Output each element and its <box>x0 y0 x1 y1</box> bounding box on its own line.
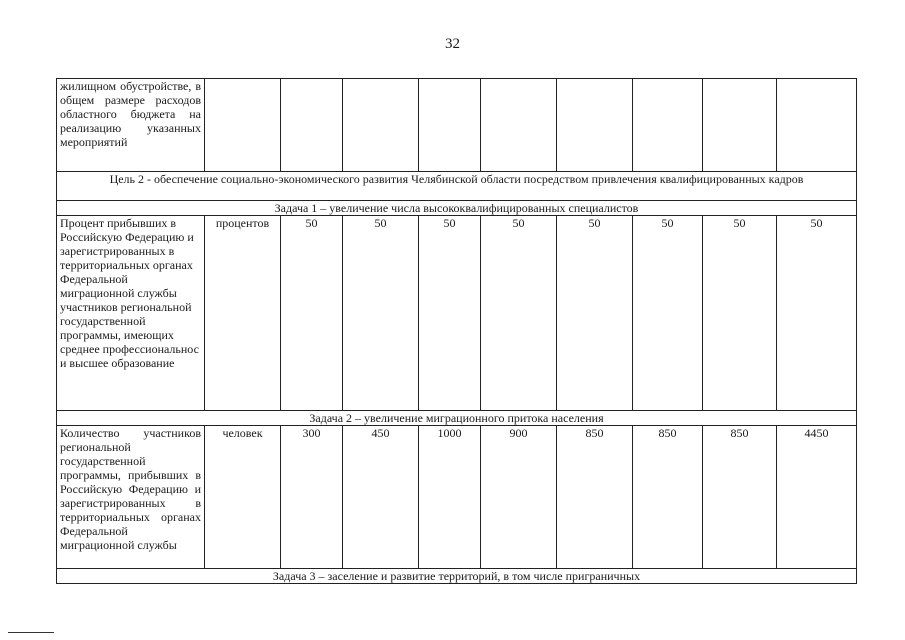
indicator-2-value: 1000 <box>419 426 481 569</box>
indicator-2-value: 4450 <box>777 426 857 569</box>
indicator-2-unit: человек <box>205 426 281 569</box>
goal-2-heading: Цель 2 - обеспечение социально-экономического развития Челябинской области посредством привлечения квалифицированных кадров <box>57 172 857 201</box>
indicator-1-value: 50 <box>633 216 703 411</box>
empty-cell <box>703 79 777 172</box>
indicator-1-value: 50 <box>703 216 777 411</box>
indicator-1-value: 50 <box>343 216 419 411</box>
indicator-1-value: 50 <box>777 216 857 411</box>
indicator-1-value: 50 <box>419 216 481 411</box>
indicator-1-value: 50 <box>281 216 343 411</box>
task-row <box>57 569 857 584</box>
task-2-heading: Задача 2 – увеличение миграционного притока населения <box>57 411 857 426</box>
continuation-cell: жилищном обустройстве, в общем размере расходов областного бюджета на реализацию указанных мероприятий <box>57 79 205 172</box>
indicator-1-value: 50 <box>481 216 557 411</box>
indicator-2-value: 850 <box>557 426 633 569</box>
table-row <box>57 216 857 411</box>
table-row <box>57 79 857 172</box>
empty-cell <box>281 79 343 172</box>
task-1-heading: Задача 1 – увеличение числа высококвалифицированных специалистов <box>57 201 857 216</box>
empty-cell <box>481 79 557 172</box>
page-number: 32 <box>445 36 460 52</box>
indicators-table <box>56 78 857 584</box>
indicator-2-name: Количество участников региональной государственной программы, прибывших в Российскую Федерацию и зарегистрированных в территориальных органах Федеральной миграционной службы <box>57 426 205 569</box>
empty-cell <box>343 79 419 172</box>
empty-cell <box>205 79 281 172</box>
empty-cell <box>633 79 703 172</box>
empty-cell <box>777 79 857 172</box>
indicator-2-value: 850 <box>703 426 777 569</box>
indicator-2-value: 850 <box>633 426 703 569</box>
indicator-2-value: 300 <box>281 426 343 569</box>
goal-row <box>57 172 857 201</box>
empty-cell <box>419 79 481 172</box>
task-3-heading: Задача 3 – заселение и развитие территорий, в том числе приграничных <box>57 569 857 584</box>
indicator-2-value: 450 <box>343 426 419 569</box>
indicator-2-value: 900 <box>481 426 557 569</box>
task-row <box>57 201 857 216</box>
scan-edge-mark <box>8 632 54 633</box>
table-row <box>57 426 857 569</box>
indicator-1-unit: процентов <box>205 216 281 411</box>
indicator-1-value: 50 <box>557 216 633 411</box>
empty-cell <box>557 79 633 172</box>
task-row <box>57 411 857 426</box>
indicator-1-name: Процент прибывших в Российскую Федерацию и зарегистрированных в территориальных органах Федеральной миграционной службы участников региональной государственной программы, имеющих среднее профессиональнос и высшее образование <box>57 216 205 411</box>
